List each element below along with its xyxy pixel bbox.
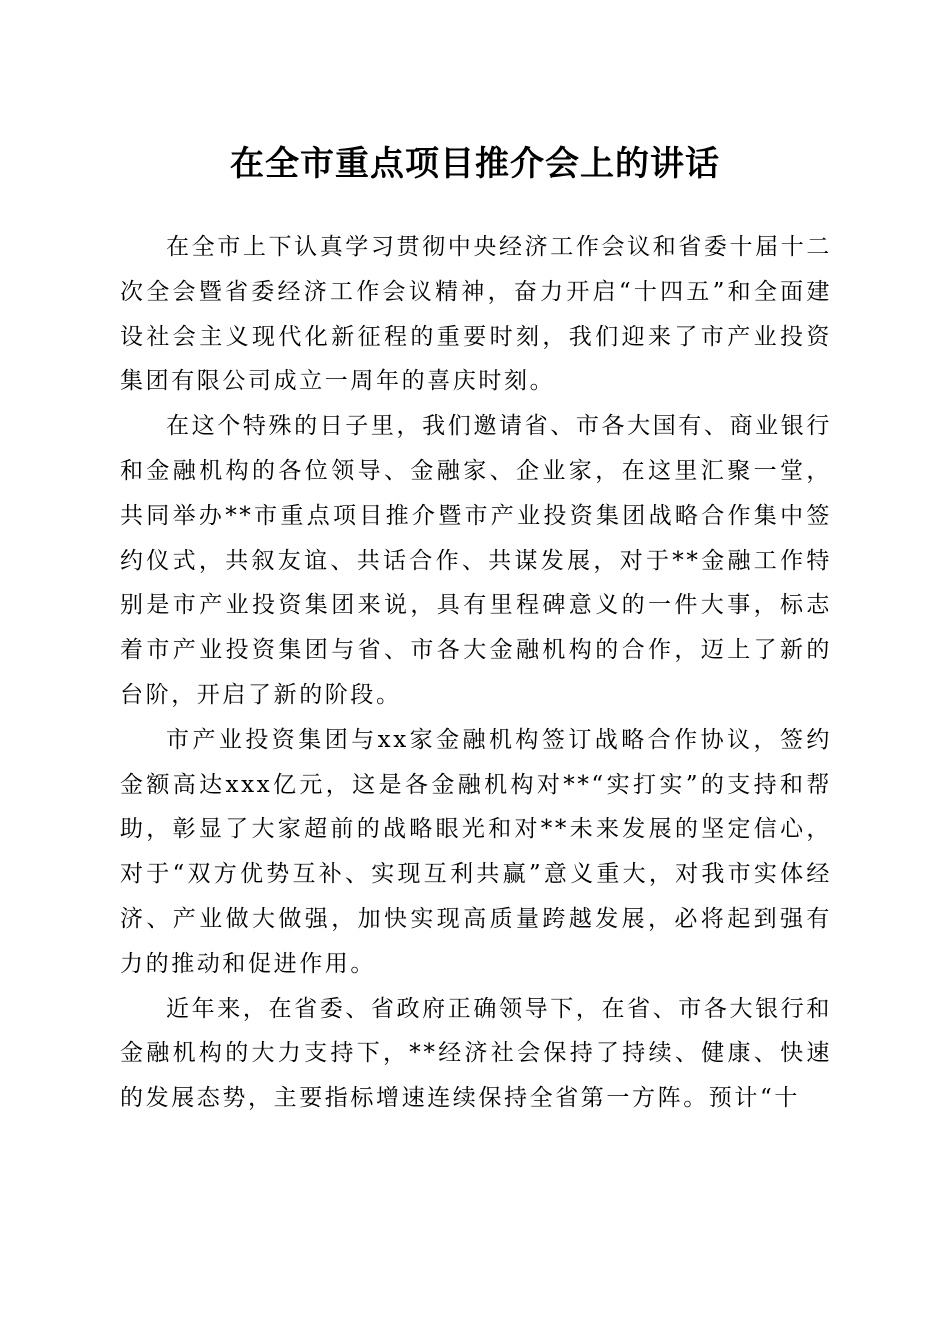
paragraph: 在全市上下认真学习贯彻中央经济工作会议和省委十届十二次全会暨省委经济工作会议精神，奋力开启“十四五”和全面建设社会主义现代化新征程的重要时刻，我们迎来了市产业投资集团有限公司成立一周年的喜庆时刻。 <box>120 234 832 395</box>
paragraph: 市产业投资集团与xx家金融机构签订战略合作协议，签约金额高达xxx亿元，这是各金融机构对**“实打实”的支持和帮助，彰显了大家超前的战略眼光和对**未来发展的坚定信心，对于“双方优势互补、实现互利共赢”意义重大，对我市实体经济、产业做大做强，加快实现高质量跨越发展，必将起到强有力的推动和促进作用。 <box>120 726 832 977</box>
paragraph: 近年来，在省委、省政府正确领导下，在省、市各大银行和金融机构的大力支持下，**经济社会保持了持续、健康、快速的发展态势，主要指标增速连续保持全省第一方阵。预计“十 <box>120 995 832 1112</box>
document-title: 在全市重点项目推介会上的讲话 <box>230 144 720 184</box>
document-body <box>120 225 832 1121</box>
paragraph: 在这个特殊的日子里，我们邀请省、市各大国有、商业银行和金融机构的各位领导、金融家、企业家，在这里汇聚一堂，共同举办**市重点项目推介暨市产业投资集团战略合作集中签约仪式，共叙友谊、共话合作、共谋发展，对于**金融工作特别是市产业投资集团来说，具有里程碑意义的一件大事，标志着市产业投资集团与省、市各大金融机构的合作，迈上了新的台阶，开启了新的阶段。 <box>120 413 832 708</box>
